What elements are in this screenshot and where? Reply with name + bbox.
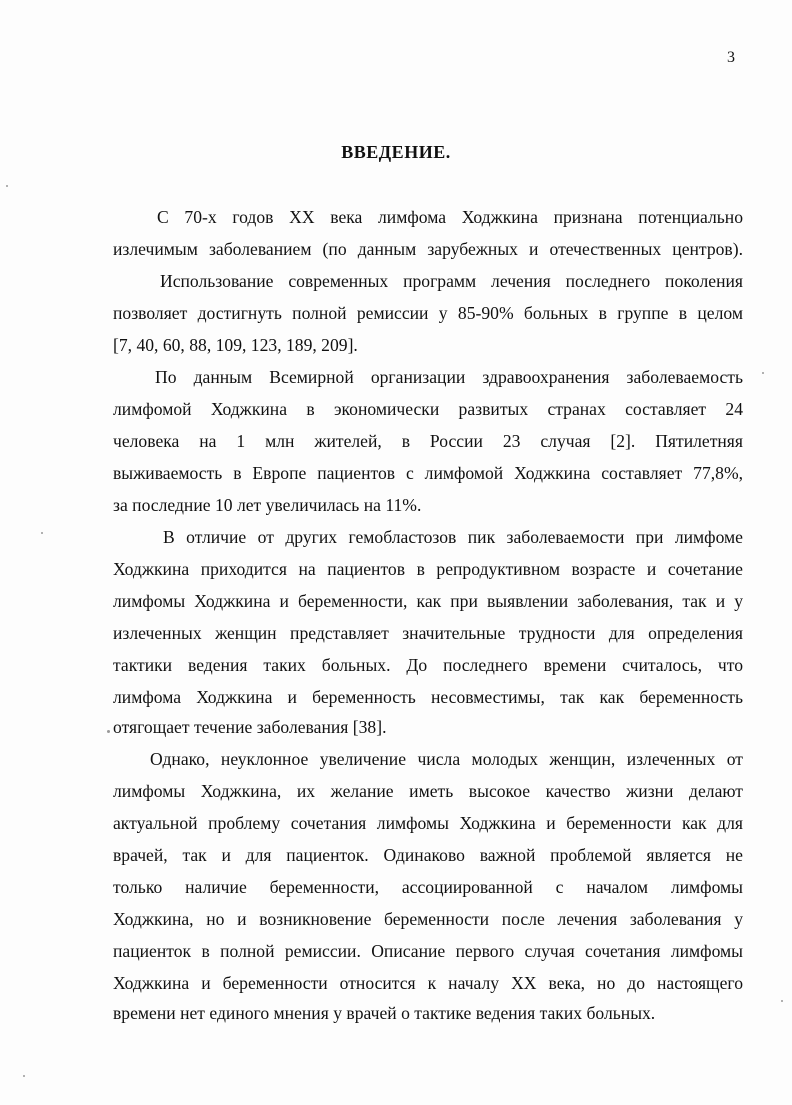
text-line: выживаемость в Европе пациентов с лимфомой Ходжкина составляет 77,8%, (113, 463, 743, 483)
text-line: тактики ведения таких больных. До последнего времени считалось, что (113, 655, 743, 675)
text-line: человека на 1 млн жителей, в России 23 случая [2]. Пятилетняя (113, 431, 743, 451)
scan-speck (781, 1000, 783, 1002)
text-line: Ходжкина и беременности относится к началу XX века, но до настоящего (113, 973, 743, 993)
text-line: лимфомы Ходжкина, их желание иметь высокое качество жизни делают (113, 781, 743, 801)
scan-speck (107, 730, 110, 733)
text-line: С 70-х годов XX века лимфома Ходжкина признана потенциально (157, 207, 743, 227)
text-line: Однако, неуклонное увеличение числа молодых женщин, излеченных от (150, 749, 743, 769)
scan-speck (762, 372, 764, 374)
text-line: излеченных женщин представляет значительные трудности для определения (113, 623, 743, 643)
text-line: [7, 40, 60, 88, 109, 123, 189, 209]. (113, 335, 358, 355)
text-line: позволяет достигнуть полной ремиссии у 85-90% больных в группе в целом (113, 303, 743, 323)
text-line: актуальной проблему сочетания лимфомы Ходжкина и беременности как для (113, 813, 743, 833)
scan-speck (41, 532, 43, 534)
scan-speck (23, 1075, 25, 1077)
page-number: 3 (727, 49, 735, 66)
text-line: В отличие от других гемобластозов пик заболеваемости при лимфоме (163, 527, 743, 547)
text-line: только наличие беременности, ассоциированной с началом лимфомы (113, 877, 743, 897)
text-line: По данным Всемирной организации здравоохранения заболеваемость (155, 367, 743, 387)
text-line: за последние 10 лет увеличилась на 11%. (113, 495, 422, 515)
text-line: лимфома Ходжкина и беременность несовместимы, так как беременность (113, 687, 743, 707)
text-line: врачей, так и для пациенток. Одинаково важной проблемой является не (113, 845, 743, 865)
text-line: излечимым заболеванием (по данным зарубежных и отечественных центров). (113, 239, 743, 259)
text-line: отягощает течение заболевания [38]. (113, 717, 387, 737)
text-line: лимфомы Ходжкина и беременности, как при выявлении заболевания, так и у (113, 591, 743, 611)
text-line: Использование современных программ лечения последнего поколения (160, 271, 743, 291)
text-line: Ходжкина, но и возникновение беременности после лечения заболевания у (113, 909, 743, 929)
text-line: Ходжкина приходится на пациентов в репродуктивном возрасте и сочетание (113, 559, 743, 579)
page-title: ВВЕДЕНИЕ. (341, 142, 451, 162)
scan-speck (6, 185, 8, 187)
text-line: пациенток в полной ремиссии. Описание первого случая сочетания лимфомы (113, 941, 743, 961)
text-line: времени нет единого мнения у врачей о тактике ведения таких больных. (113, 1003, 656, 1023)
text-line: лимфомой Ходжкина в экономически развитых странах составляет 24 (113, 399, 743, 419)
